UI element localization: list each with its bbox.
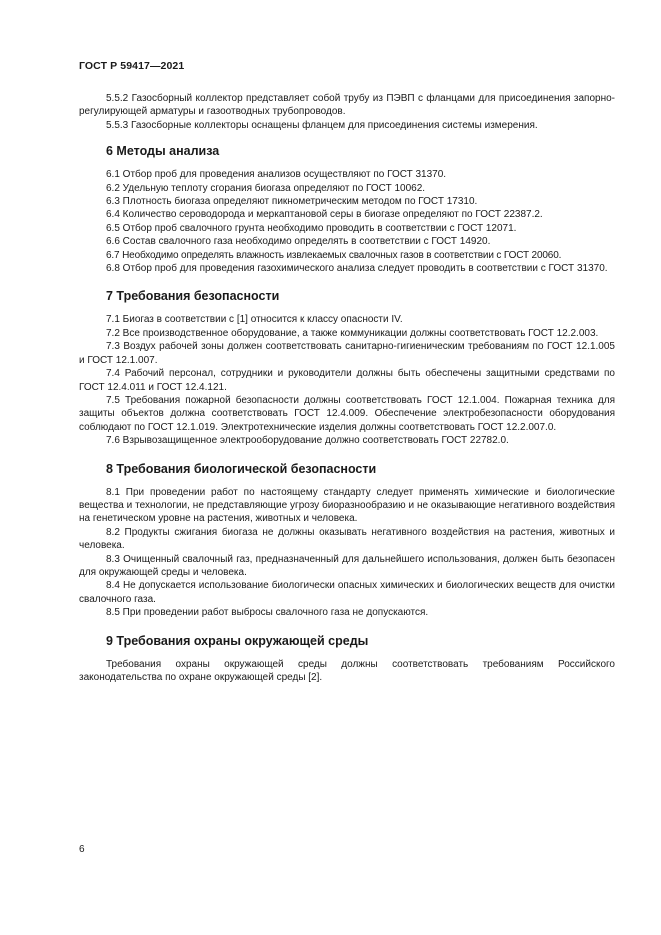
paragraph-7-2: 7.2 Все производственное оборудование, а также коммуникации должны соответствовать ГОСТ 12.2.003.	[106, 327, 599, 339]
paragraph-6-7: 6.7 Необходимо определять влажность извлекаемых свалочных газов в соответствии с ГОСТ 20060.	[106, 249, 562, 261]
paragraph-7-4: 7.4 Рабочий персонал, сотрудники и руководители должны быть обеспечены защитными средствами по ГОСТ 12.4.011 и ГОСТ 12.4.121.	[79, 368, 615, 393]
paragraph-6-2: 6.2 Удельную теплоту сгорания биогаза определяют по ГОСТ 10062.	[106, 182, 426, 194]
paragraph-6-1: 6.1 Отбор проб для проведения анализов осуществляют по ГОСТ 31370.	[106, 169, 447, 181]
paragraph-8-4: 8.4 Не допускается использование биологически опасных химических и биологических веществ для очистки свалочного газа.	[79, 580, 615, 605]
paragraph-7-5: 7.5 Требования пожарной безопасности должны соответствовать ГОСТ 12.1.004. Пожарная техника для защиты объектов должна соответствовать ГОСТ 12.4.009. Обеспечение электробезопасности оборудования соблюдают по ГОСТ 12.1.019. Электротехнические изделия должны соответствовать ГОСТ 12.2.007.0.	[79, 394, 615, 433]
section-6-heading: 6 Методы анализа	[106, 144, 220, 159]
paragraph-6-4: 6.4 Количество сероводорода и меркаптановой серы в биогазе определяют по ГОСТ 22387.2.	[106, 209, 543, 221]
paragraph-7-6: 7.6 Взрывозащищенное электрооборудование должно соответствовать ГОСТ 22782.0.	[106, 435, 509, 447]
paragraph-6-3: 6.3 Плотность биогаза определяют пикнометрическим методом по ГОСТ 17310.	[106, 196, 478, 208]
paragraph-7-1: 7.1 Биогаз в соответствии с [1] относится к классу опасности IV.	[106, 314, 403, 326]
document-header: ГОСТ Р 59417—2021	[79, 60, 185, 72]
page-number: 6	[79, 844, 85, 855]
section-8-heading: 8 Требования биологической безопасности	[106, 461, 377, 476]
paragraph-6-5: 6.5 Отбор проб свалочного грунта необходимо проводить в соответствии с ГОСТ 12071.	[106, 222, 517, 234]
page-content	[79, 92, 615, 684]
paragraph-5-5-3: 5.5.3 Газосборные коллекторы оснащены фланцем для присоединения системы измерения.	[106, 119, 538, 131]
paragraph-7-3: 7.3 Воздух рабочей зоны должен соответствовать санитарно-гигиеническим требованиям по ГОСТ 12.1.005 и ГОСТ 12.1.007.	[79, 341, 615, 366]
paragraph-9: Требования охраны окружающей среды должны соответствовать требованиям Российского законодательства по охране окружающей среды [2].	[79, 658, 615, 683]
section-7-heading: 7 Требования безопасности	[106, 289, 280, 304]
paragraph-6-8: 6.8 Отбор проб для проведения газохимического анализа следует проводить в соответствии с ГОСТ 31370.	[106, 263, 608, 275]
paragraph-8-3: 8.3 Очищенный свалочный газ, предназначенный для дальнейшего использования, должен быть безопасен для окружающей среды и человека.	[79, 553, 615, 578]
paragraph-8-1: 8.1 При проведении работ по настоящему стандарту следует применять химические и биологические вещества и технологии, не представляющие угрозу биоразнообразию и не оказывающие негативного воздействия на генетическом уровне на растения, животных и человека.	[79, 486, 615, 525]
paragraph-8-2: 8.2 Продукты сжигания биогаза не должны оказывать негативного воздействия на растения, животных и человека.	[79, 526, 615, 552]
paragraph-5-5-2: 5.5.2 Газосборный коллектор представляет собой трубу из ПЭВП с фланцами для присоединения запорно-регулирующей арматуры и газоотводных трубопроводов.	[79, 93, 615, 118]
paragraph-6-6: 6.6 Состав свалочного газа необходимо определять в соответствии с ГОСТ 14920.	[106, 236, 491, 248]
section-9-heading: 9 Требования охраны окружающей среды	[106, 633, 369, 648]
paragraph-8-5: 8.5 При проведении работ выбросы свалочного газа не допускаются.	[106, 607, 429, 619]
